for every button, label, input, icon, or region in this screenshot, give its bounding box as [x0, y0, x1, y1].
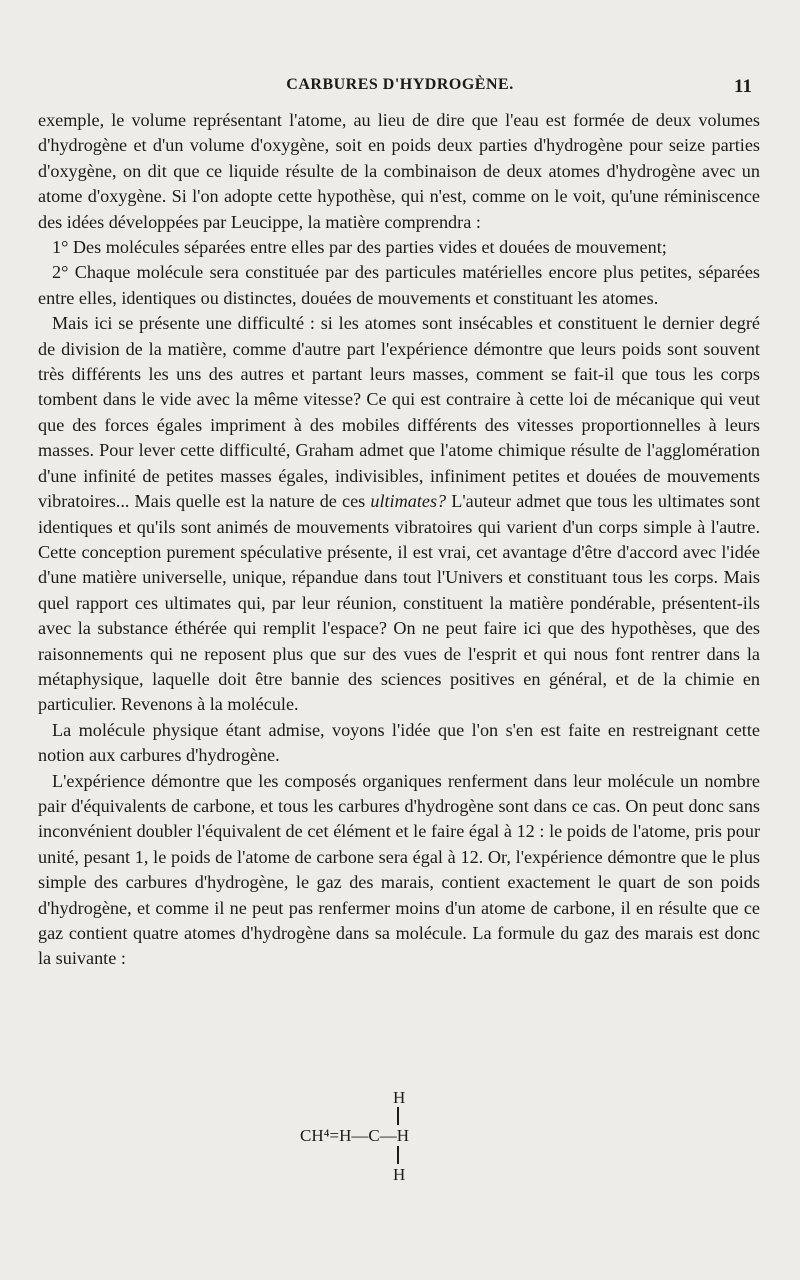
- page-number: 11: [734, 76, 752, 97]
- formula-top-hydrogen: H: [393, 1088, 406, 1107]
- methane-structural-formula: [300, 1088, 500, 1198]
- paragraph-text: L'auteur admet que tous les ultimates sont identiques et qu'ils sont animés de mouvements vibratoires qui varient d'un corps simple à l'autre. Cette conception purement spéculative présente, il est vrai, cet avantage d'être d'accord avec l'idée d'une matière universelle, unique, répandue dans tout l'Univers et constituant tous les corps. Mais quel rapport ces ultimates qui, par leur réunion, constituent la matière pondérable, présentent-ils avec la substance éthérée qui remplit l'espace? On ne peut faire ici que des hypothèses, que des raisonnements qui ne reposent plus que sur des vues de l'esprit et qui nous font rentrer dans la métaphysique, laquelle doit être bannie des sciences positives en général, et de la chimie en particulier. Revenons à la molécule.: [38, 491, 760, 715]
- paragraph: [38, 311, 760, 718]
- formula-main-line: CH⁴=H—C—H: [300, 1126, 410, 1145]
- paragraph: La molécule physique étant admise, voyons l'idée que l'on s'en est faite en restreignant cette notion aux carbures d'hydrogène.: [38, 719, 760, 766]
- paragraph-text: Mais ici se présente une difficulté : si les atomes sont insécables et constituent le dernier degré de division de la matière, comme d'autre part l'expérience démontre que leurs poids sont souvent très différents les uns des autres et partant leurs masses, comment se fait-il que tous les corps tombent dans le vide avec la même vitesse? Ce qui est contraire à cette loi de mécanique qui veut que des forces égales impriment à des mobiles différents des vitesses proportionnelles à leurs masses. Pour lever cette difficulté, Graham admet que l'atome chimique résulte de l'agglomération d'une infinité de petites masses égales, indivisibles, infiniment petites et douées de mouvements vibratoires... Mais quelle est la nature de ces: [38, 313, 760, 512]
- paragraph: L'expérience démontre que les composés organiques renferment dans leur molécule un nombre pair d'équivalents de carbone, et tous les carbures d'hydrogène sont dans ce cas. On peut donc sans inconvénient doubler l'équivalent de cet élément et le faire égal à 12 : le poids de l'atome, pris pour unité, pesant 1, le poids de l'atome de carbone sera égal à 12. Or, l'expérience démontre que le plus simple des carbures d'hydrogène, le gaz des marais, contient exactement le quart de son poids d'hydrogène, et comme il ne peut pas renfermer moins d'un atome de carbone, il en résulte que ce gaz contient quatre atomes d'hydrogène dans sa molécule. La formule du gaz des marais est donc la suivante :: [38, 770, 760, 969]
- list-item: 2° Chaque molécule sera constituée par des particules matérielles encore plus petites, séparées entre elles, identiques ou distinctes, douées de mouvements et constituant les atomes.: [38, 262, 760, 308]
- page-header: [36, 76, 764, 100]
- italic-term: ultimates?: [370, 491, 447, 512]
- formula-top-bond: [397, 1107, 399, 1125]
- formula-bottom-hydrogen: H: [393, 1165, 406, 1184]
- paragraph: exemple, le volume représentant l'atome, au lieu de dire que l'eau est formée de deux volumes d'hydrogène et d'un volume d'oxygène, soit en poids deux parties d'hydrogène pour seize parties d'oxygène, on dit que ce liquide résulte de la combinaison de deux atomes d'hydrogène avec un atome d'oxygène. Si l'on adopte cette hypothèse, qui n'est, comme on le voit, qu'une réminiscence des idées développées par Leucippe, la matière comprendra :: [38, 110, 760, 232]
- formula-bottom-bond: [397, 1146, 399, 1164]
- running-title: CARBURES D'HYDROGÈNE.: [286, 76, 514, 93]
- body-text: [38, 108, 760, 972]
- list-item: 1° Des molécules séparées entre elles par des parties vides et douées de mouvement;: [52, 237, 667, 258]
